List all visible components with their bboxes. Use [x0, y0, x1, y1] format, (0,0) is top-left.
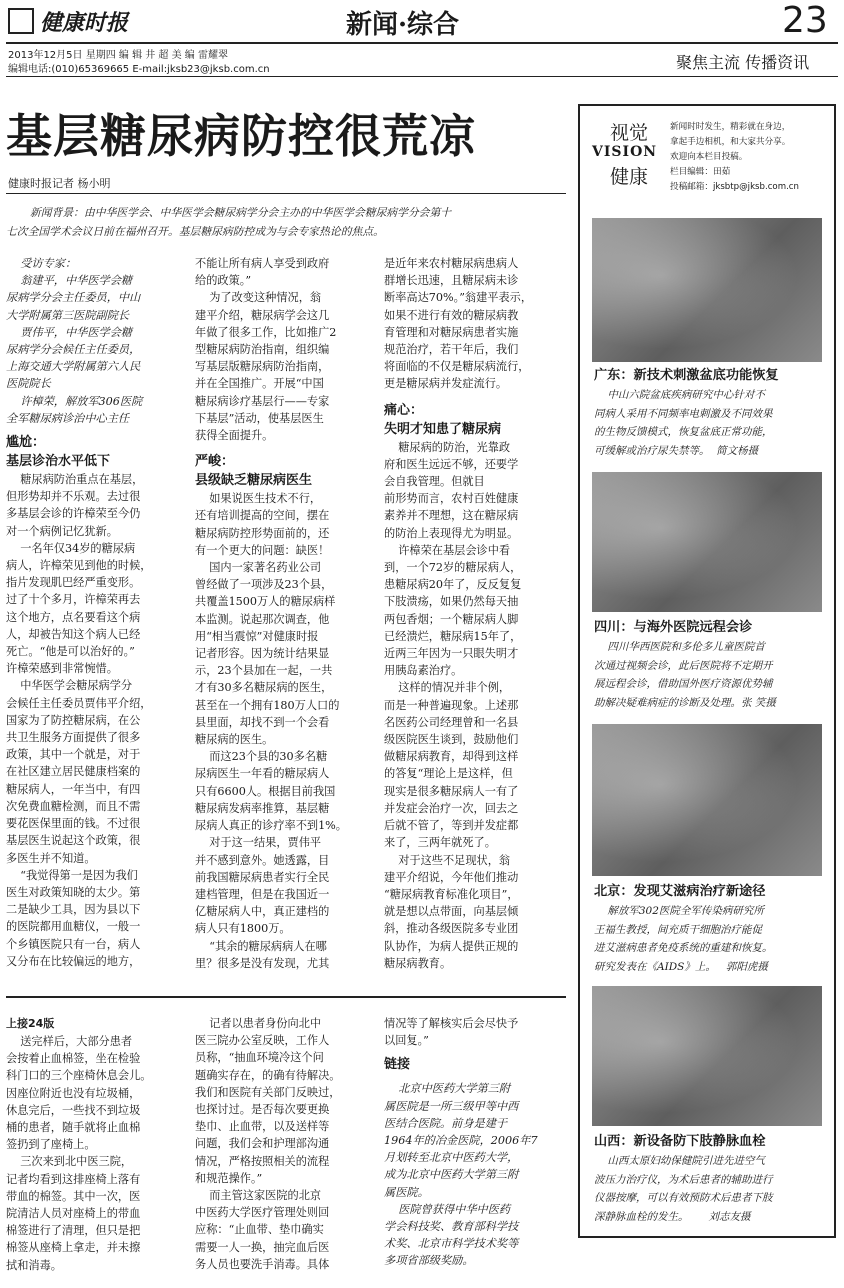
caption-line: 研究发表在《AIDS》上。 郭阳虎摄	[594, 960, 768, 973]
body-line: 现实是很多糖尿病人一有了	[384, 784, 519, 798]
body-line: 休息完后，一些找不到垃圾	[6, 1103, 141, 1117]
body-line: 而主管这家医院的北京	[195, 1189, 322, 1203]
body-line: 垫巾、止血带，以及送样等	[195, 1120, 330, 1134]
subhead-kicker: 严峻：	[195, 454, 235, 470]
body-line: 如果不进行有效的糖尿病教	[384, 308, 519, 322]
body-line: 并在全国推广。开展“中国	[195, 377, 324, 391]
body-line: 记者以患者身份向北中	[195, 1017, 322, 1030]
continued-col-3	[384, 1015, 566, 1270]
subhead-kicker: 尴尬：	[6, 435, 46, 451]
body-line: 许樟荣感到非常惋惜。	[6, 662, 118, 676]
continued-kicker: 上接24版	[6, 1017, 55, 1030]
section-title: 新闻·综合	[346, 10, 460, 40]
body-line: 政策，其中一个就是，对于	[6, 748, 141, 762]
body-line: 名医药公司经理曾和一名县	[384, 715, 519, 729]
body-line: 1964年的冶金医院，2006年7	[384, 1134, 538, 1148]
caption-line: 深静脉血栓的发生。 刘志友摄	[594, 1210, 751, 1223]
body-line: 一名年仅34岁的糖尿病	[6, 541, 136, 555]
body-line: 会按着止血棉签，坐在检验	[6, 1052, 141, 1066]
vision-cn-2: 健康	[610, 166, 649, 188]
caption-line: 的生物反馈模式，恢复盆底正常功能，	[594, 426, 773, 438]
caption-line: 次通过视频会诊，此后医院将不定期开	[594, 659, 773, 672]
caption-line: 可缓解或治疗尿失禁等。 简文杨摄	[594, 444, 759, 457]
body-line: 术奖、北京市科学技术奖等	[384, 1237, 519, 1251]
article-col-2	[195, 255, 375, 972]
body-line: 用“相当震惊”对健康时报	[195, 629, 319, 643]
article-col-3	[384, 255, 564, 972]
body-line: 糖尿病教育。	[384, 956, 452, 970]
subhead-kicker: 痛心：	[384, 402, 424, 418]
caption-line: 波压力治疗仪，为术后患者的辅助进行	[594, 1173, 773, 1186]
body-line: “糖尿病教育标准化项目”，	[384, 887, 519, 901]
body-line: 糖尿病防控形势面前的，还	[195, 526, 330, 540]
continued-col-2	[195, 1015, 377, 1273]
logo-icon	[8, 8, 34, 34]
body-line: 对于这些不足现状，翁	[384, 853, 511, 867]
body-line: 死亡。“他是可以治好的。”	[6, 645, 135, 659]
body-line: 的防治上表现得尤为明显。	[384, 526, 519, 540]
body-line: 曾经做了一项涉及23个县，	[195, 578, 333, 592]
body-line: 医三院办公室反映，工作人	[195, 1034, 330, 1048]
body-line: 更是糖尿病并发症流行。	[384, 377, 508, 391]
expert-line: 医院院长	[6, 377, 51, 391]
body-line: 病人只有1800万。	[195, 922, 291, 936]
news-background	[6, 203, 452, 241]
paper-logo: 健康时报	[40, 11, 129, 36]
photo-shanxi	[592, 986, 822, 1126]
body-line: 建平介绍说，今年他们推动	[384, 870, 519, 884]
body-line: 多项省部级奖励。	[384, 1254, 474, 1268]
body-line: 基层医生说起这个政策，很	[6, 834, 141, 848]
body-line: 里？很多是没有发现，尤其	[195, 956, 330, 970]
body-line: 而是一种普遍现象。上述那	[384, 698, 519, 712]
body-line: 的答复“理论上是这样，但	[384, 767, 513, 781]
body-line: 棉签进行了清理，但只是把	[6, 1224, 141, 1238]
expert-line: 尿病学分会候任主任委员，	[6, 343, 141, 357]
body-line: 患糖尿病20年了，反反复复	[384, 578, 522, 592]
body-line: 对一个病例记忆犹新。	[6, 524, 118, 538]
contact-info: 编辑电话:(010)65369665 E-mail:jksb23@jksb.com.cn	[8, 64, 270, 75]
caption-line: 王福生教授，间充质干细胞治疗能促	[594, 923, 762, 936]
body-line: 到，一个72岁的糖尿病人，	[384, 561, 522, 575]
body-line: 以回复。”	[384, 1034, 429, 1048]
col1-body	[6, 471, 186, 970]
subhead-title: 基层诊治水平低下	[6, 454, 111, 470]
continued-col-1	[6, 1015, 188, 1274]
body-line: 两包香烟；一个糖尿病人脚	[384, 612, 519, 626]
issue-info: 2013年12月5日 星期四 编 辑 井 超 美 编 雷耀翠	[8, 50, 228, 61]
body-line: 写基层版糖尿病防治指南，	[195, 360, 330, 374]
body-line: 前形势而言，农村百姓健康	[384, 492, 519, 506]
body-line: 只有6600人。根据目前我国	[195, 784, 336, 798]
sidebar-vision	[578, 104, 836, 1238]
slogan: 聚焦主流 传播资讯	[676, 53, 810, 72]
body-line: 又分布在比较偏远的地方，	[6, 954, 141, 968]
body-line: 送完样后，大部分患者	[6, 1035, 133, 1048]
body-line: 中华医学会糖尿病学分	[6, 679, 133, 693]
body-line: 医生对政策知晓的太少。第	[6, 885, 141, 899]
article-col-1	[6, 255, 186, 970]
body-line: 医院曾获得中华中医药	[384, 1202, 511, 1216]
caption-text	[594, 902, 773, 976]
expert-line: 翁建平，中华医学会糖	[6, 274, 133, 288]
caption-line: 仪器按摩，可以有效预防术后患者下肢	[594, 1192, 773, 1204]
caption-line: 进艾滋病患者免疫系统的重建和恢复。	[594, 942, 773, 954]
body-line: 育管理和对糖尿病患者实施	[384, 325, 519, 339]
body-line: 不能让所有病人享受到政府	[195, 257, 330, 270]
body-line: 已经溃烂，糖尿病15年了，	[384, 629, 522, 643]
body-line: 带血的棉签。其中一次，医	[6, 1189, 141, 1203]
page-number: 23	[782, 0, 828, 41]
body-line: 尿病医生一年看的糖尿病人	[195, 767, 330, 781]
body-line: 情况，严格按照相关的流程	[195, 1154, 330, 1168]
photo-shade	[592, 218, 822, 362]
caption-title: 山西：新设备防下肢静脉血栓	[594, 1134, 766, 1149]
body-line: 糖尿病的医生。	[195, 733, 274, 747]
body-line: 次免费血糖检测，而且不需	[6, 799, 141, 813]
sidebar-intro	[670, 120, 799, 195]
body-line: 斜，推动各级医院多专业团	[384, 922, 519, 936]
body-line: 题确实存在，的确有待解决。	[195, 1068, 341, 1082]
body-line: 糖尿病诊疗基层行——专家	[195, 394, 330, 408]
caption-line: 中山六院盆底疾病研究中心针对不	[594, 389, 765, 401]
expert-line: 受访专家：	[6, 257, 77, 270]
vision-cn-1: 视觉	[610, 122, 649, 144]
body-line: 做糖尿病教育，却得到这样	[384, 750, 519, 764]
masthead	[0, 0, 844, 78]
subhead-title: 失明才知患了糖尿病	[384, 421, 502, 437]
body-line: 级医院医生谈到，鼓励他们	[384, 733, 519, 747]
caption-text	[594, 386, 773, 460]
col3-body	[384, 439, 564, 972]
body-line: 规范治疗，若干年后，我们	[384, 343, 519, 357]
body-line: 建档管理，但是在我国近一	[195, 887, 330, 901]
headline: 基层糖尿病防控很荒凉	[6, 109, 476, 163]
body-line: 院清洁人员对座椅上的带血	[6, 1207, 141, 1221]
link-body	[384, 1080, 566, 1269]
caption-text	[594, 1152, 773, 1226]
masthead-rule-top	[6, 42, 838, 44]
body-line: 和规范操作。”	[195, 1171, 263, 1185]
body-line: 获得全面提升。	[195, 429, 274, 443]
intro-line: 新闻时时发生，精彩就在身边，	[670, 122, 791, 132]
body-line: 下基层”活动，使基层医生	[195, 411, 324, 425]
body-line: 在社区建立居民健康档案的	[6, 765, 141, 779]
body-line: 糖尿病的防治，光靠政	[384, 440, 511, 454]
body-line: “其余的糖尿病病人在哪	[195, 939, 327, 953]
body-line: 人，却被告知这个病人已经	[6, 627, 141, 641]
body-line: 国家为了防控糖尿病，在公	[6, 713, 141, 727]
section-divider	[6, 996, 566, 998]
body-line: 共覆盖1500万人的糖尿病样	[195, 595, 336, 609]
body-line: 要花医保里面的钱。不过很	[6, 817, 141, 831]
body-line: 学会科技奖、教育部科学技	[384, 1220, 519, 1234]
body-line: 国内一家著名药业公司	[195, 561, 322, 575]
photo-shade	[592, 986, 822, 1126]
body-line: 是近年来农村糖尿病患病人	[384, 257, 519, 270]
body-line: 北京中医药大学第三附	[384, 1082, 511, 1096]
body-line: 为了改变这种情况，翁	[195, 291, 322, 305]
body-line: 才有30多名糖尿病的医生，	[195, 681, 333, 695]
body-line: 有一个更大的问题：缺医！	[195, 543, 330, 557]
body-line: 过了十个多月，许樟荣再去	[6, 593, 141, 607]
body-line: 需要一人一换，抽完血后医	[195, 1240, 330, 1254]
expert-list	[6, 255, 186, 427]
body-line: 记者形容。因为统计结果显	[195, 647, 330, 661]
caption-line: 四川华西医院和多伦多儿童医院首	[594, 641, 765, 653]
body-line: 桶的患者，随手就将止血棉	[6, 1121, 141, 1135]
expert-line: 全军糖尿病诊治中心主任	[6, 411, 130, 425]
intro-line: 欢迎向本栏目投稿。	[670, 152, 748, 162]
expert-line: 许樟荣，解放军306医院	[6, 394, 143, 408]
body-line: 会候任主任委员贾伟平介绍，	[6, 696, 152, 710]
body-line: 还有培训提高的空间，摆在	[195, 509, 330, 523]
expert-line: 贾伟平，中华医学会糖	[6, 325, 133, 339]
body-line: 务人员也要洗手消毒。具体	[195, 1257, 330, 1271]
body-line: 也探讨过。是否每次要更换	[195, 1103, 330, 1117]
body-line: 多医生并不知道。	[6, 851, 96, 865]
body-line: 年做了很多工作，比如推广2	[195, 325, 337, 339]
body-line: 二是缺少工具，因为县以下	[6, 903, 141, 917]
masthead-rule-bottom	[6, 76, 838, 77]
caption-line: 展远程会诊，借助国外医疗资源优势辅	[594, 678, 773, 690]
body-line: 下肢溃疡，如果仍然每天抽	[384, 595, 519, 609]
body-line: 本监测。说起那次调查，他	[195, 612, 330, 626]
body-line: 素养并不理想，这在糖尿病	[384, 509, 519, 523]
photo-guangdong	[592, 218, 822, 362]
photo-shade	[592, 472, 822, 612]
col2-top	[195, 255, 375, 444]
body-line: 型糖尿病防治指南，组织编	[195, 343, 330, 357]
body-line: 队协作，为病人提供正规的	[384, 939, 519, 953]
body-line: 如果说医生技术不行，	[195, 492, 322, 506]
body-line: 的医院都用血糖仪，一般一	[6, 920, 141, 934]
body-line: 糖尿病发病率推算，基层糖	[195, 801, 330, 815]
body-line: 我们和医院有关部门反映过，	[195, 1085, 341, 1099]
body-line: 成为北京中医药大学第三附	[384, 1168, 519, 1182]
subhead-title: 县级缺乏糖尿病医生	[195, 473, 313, 489]
body-line: 用胰岛素治疗。	[384, 664, 463, 678]
expert-line: 上海交通大学附属第六人民	[6, 360, 141, 374]
col2-body	[195, 490, 375, 972]
body-line: 糖尿病人，一年当中，有四	[6, 782, 141, 796]
body-line: 对于这一结果，贾伟平	[195, 836, 322, 850]
body-line: 近两三年因为一只眼失明才	[384, 647, 519, 661]
body-line: 医结合医院。前身是建于	[384, 1116, 508, 1130]
body-line: 就是想以点带面，向基层倾	[384, 905, 519, 919]
intro-line: 拿起手边相机，和大家共分享。	[670, 137, 791, 147]
body-line: 中医药大学医疗管理处则回	[195, 1206, 330, 1220]
body-line: 月划转至北京中医药大学，	[384, 1151, 519, 1165]
body-line: 记者均看到这排座椅上落有	[6, 1172, 141, 1186]
body-line: 并不感到意外。她透露，目	[195, 853, 330, 867]
body-line: 糖尿病防治重点在基层，	[6, 473, 144, 487]
body-line: 而这23个县的30多名糖	[195, 750, 328, 764]
body-line: 示，23个县加在一起，一共	[195, 664, 333, 678]
body-line: 建平介绍，糖尿病学会这几	[195, 308, 330, 322]
body-line: 会自我管理。但就目	[384, 475, 485, 489]
body-line: 这样的情况并非个例，	[384, 681, 511, 695]
body-line: 情况等了解核实后会尽快予	[384, 1017, 519, 1030]
body-line: 甚至在一个拥有180万人口的	[195, 698, 340, 712]
body-line: 三次来到北中医三院，	[6, 1155, 133, 1169]
body-line: 指片发现肌巴经严重变形。	[6, 576, 141, 590]
photo-sichuan	[592, 472, 822, 612]
link-title: 链接	[384, 1057, 411, 1073]
caption-title: 广东：新技术刺激盆底功能恢复	[594, 368, 779, 383]
body-line: 因座位附近也没有垃圾桶，	[6, 1086, 141, 1100]
body-line: 许樟荣在基层会诊中看	[384, 543, 511, 557]
body-line: 亿糖尿病人中，真正建档的	[195, 905, 330, 919]
caption-title: 四川：与海外医院远程会诊	[594, 620, 753, 635]
body-line: 断率高达70%。”翁建平表示，	[384, 291, 533, 305]
body-line: 病人，许樟荣见到他的时候，	[6, 559, 152, 573]
body-line: 县里面，却找不到一个会看	[195, 715, 330, 729]
expert-line: 尿病学分会主任委员，中山	[6, 291, 141, 305]
body-line: 属医院是一所三级甲等中西	[384, 1099, 519, 1113]
body-line: 签扔到了座椅上。	[6, 1138, 96, 1152]
body-line: “我觉得第一是因为我们	[6, 868, 138, 882]
expert-line: 大学附属第三医院副院长	[6, 308, 130, 322]
intro-line: 栏目编辑：田茹	[670, 167, 731, 177]
byline: 健康时报记者 杨小明	[8, 177, 111, 190]
body-line: 府和医生远远不够，还要学	[384, 457, 519, 471]
body-line: 应称：“止血带、垫巾确实	[195, 1223, 324, 1237]
headline-rule	[6, 193, 566, 194]
body-line: 后就不管了，等到并发症都	[384, 819, 519, 833]
body-line: 多基层会诊的许樟荣至今仍	[6, 507, 141, 521]
body-line: 并发症会治疗一次，回去之	[384, 801, 519, 815]
body-line: 拭和消毒。	[6, 1258, 62, 1272]
body-line: 棉签从座椅上拿走，并未擦	[6, 1241, 141, 1255]
photo-shade	[592, 724, 822, 876]
body-line: 问题，我们会和护理部沟通	[195, 1137, 330, 1151]
body-line: 属医院。	[384, 1185, 429, 1199]
body-line: 但形势却并不乐观。去过很	[6, 490, 141, 504]
body-line: 群增长迅速，且糖尿病未诊	[384, 274, 519, 288]
body-line: 尿病人真正的诊疗率不到1%。	[195, 819, 347, 833]
body-line: 员称，“抽血环境冷这个问	[195, 1051, 324, 1065]
body-line: 共卫生服务方面提供了很多	[6, 731, 141, 745]
caption-line: 解放军302医院全军传染病研究所	[594, 905, 764, 917]
caption-title: 北京：发现艾滋病治疗新途径	[594, 884, 766, 899]
photo-beijing	[592, 724, 822, 876]
body-line: 来了，三两年就死了。	[384, 836, 496, 850]
body-line: 科门口的三个座椅休息会儿。	[6, 1069, 152, 1083]
caption-line: 助解决疑难病症的诊断及处理。张 笑摄	[594, 696, 776, 709]
body-line: 这个地方，点名要看这个病	[6, 610, 141, 624]
body-line: 前我国糖尿病患者实行全民	[195, 870, 330, 884]
body-line: 将面临的不仅是糖尿病流行，	[384, 360, 530, 374]
caption-line: 同病人采用不同频率电刺激及不同效果	[594, 407, 773, 420]
col3-top	[384, 255, 564, 393]
body-line: 给的政策。”	[195, 274, 252, 288]
caption-line: 山西太原妇幼保健院引进先进空气	[594, 1155, 765, 1167]
background-line: 七次全国学术会议日前在福州召开。基层糖尿病防控成为与会专家热论的焦点。	[6, 225, 384, 238]
background-line: 新闻背景：由中华医学会、中华医学会糖尿病学分会主办的中华医学会糖尿病学分会第十	[30, 206, 452, 219]
vision-en: VISION	[592, 144, 658, 160]
caption-text	[594, 638, 776, 712]
body-line: 个乡镇医院只有一台，病人	[6, 937, 141, 951]
intro-line: 投稿邮箱：jksbtp@jksb.com.cn	[670, 182, 799, 192]
